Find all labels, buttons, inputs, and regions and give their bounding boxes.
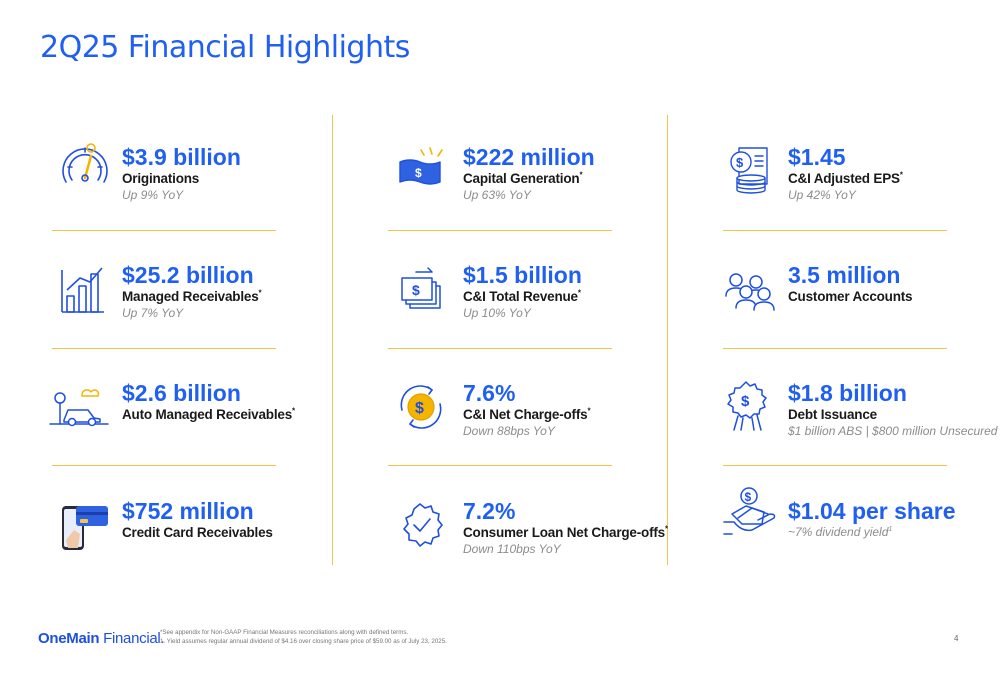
metric-value: $2.6 billion: [122, 380, 241, 406]
metric-change: Up 9% YoY: [122, 188, 184, 202]
metric-value: $1.8 billion: [788, 380, 907, 406]
metric-change: Up 10% YoY: [463, 306, 531, 320]
metric-credit-card-receivables: [122, 498, 422, 541]
speedometer-icon: [58, 140, 112, 194]
row-divider: [388, 465, 612, 466]
metric-ci-adjusted-eps: [788, 144, 1000, 203]
svg-text:$: $: [415, 166, 422, 180]
metric-change: Up 7% YoY: [122, 306, 184, 320]
metric-value: $3.9 billion: [122, 144, 241, 170]
row-divider: [52, 230, 276, 231]
metric-value: $1.45: [788, 144, 846, 170]
footnote-marker: *: [292, 406, 295, 416]
metric-value: $1.04 per share: [788, 498, 956, 524]
metric-label: Auto Managed Receivables: [122, 407, 293, 422]
footnote-marker: *: [577, 288, 581, 298]
metric-label: Customer Accounts: [788, 289, 913, 304]
phone-card-icon: [58, 500, 112, 554]
metric-debt-issuance: [788, 380, 1000, 439]
footnotes: [160, 628, 447, 646]
svg-text:$: $: [741, 393, 750, 410]
metric-auto-managed-receivables: [122, 380, 422, 423]
hand-money-icon: [722, 484, 776, 538]
row-divider: [52, 348, 276, 349]
metric-label: Debt Issuance: [788, 407, 877, 422]
coin-cycle-icon: [396, 380, 450, 434]
metric-label: Originations: [122, 171, 200, 186]
metric-originations: [122, 144, 422, 203]
footnote-marker: 1: [888, 526, 893, 533]
checkmark-badge-icon: [398, 500, 452, 554]
bar-chart-icon: [58, 262, 112, 316]
footnote-marker: *: [664, 524, 668, 534]
dollar-seal-icon: [722, 380, 776, 434]
metric-change: Up 63% YoY: [463, 188, 531, 202]
metric-value: $752 million: [122, 498, 254, 524]
metric-change: $1 billion ABS | $800 million Unsecured: [788, 424, 998, 438]
metric-ci-total-revenue: [463, 262, 763, 321]
footnote-marker: *: [579, 170, 583, 180]
page-number: 4: [954, 634, 959, 643]
metric-value: $222 million: [463, 144, 595, 170]
metric-value: $1.5 billion: [463, 262, 582, 288]
footnote-marker: *: [258, 288, 262, 298]
metric-managed-receivables: [122, 262, 422, 321]
row-divider: [723, 348, 947, 349]
svg-text:$: $: [744, 490, 752, 504]
users-group-icon: [722, 262, 776, 316]
coin-stack-document-icon: [725, 144, 779, 198]
row-divider: [723, 465, 947, 466]
metric-change: Down 110bps YoY: [463, 542, 561, 556]
metric-change: Up 42% YoY: [788, 188, 856, 202]
money-bill-icon: [396, 142, 450, 196]
footnote-marker: *: [587, 406, 591, 416]
row-divider: [723, 230, 947, 231]
svg-text:$: $: [412, 282, 420, 298]
metric-consumer-loan-net-charge-offs: [463, 498, 763, 557]
footnote-yield: 1. Yield assumes regular annual dividend of $4.16 over closing share price of $59.00 as of July 23, 2025.: [160, 638, 447, 645]
metric-label: C&I Total Revenue: [463, 289, 578, 304]
metric-value: 3.5 million: [788, 262, 901, 288]
footnote-non-gaap: *See appendix for Non-GAAP Financial Measures reconciliations along with defined terms.: [160, 629, 409, 636]
car-icon: [50, 384, 104, 438]
metric-label: Capital Generation: [463, 171, 580, 186]
metric-value: $25.2 billion: [122, 262, 254, 288]
metric-change: ~7% dividend yield: [788, 525, 889, 539]
metric-value: 7.6%: [463, 380, 516, 406]
metric-change: Down 88bps YoY: [463, 424, 555, 438]
metric-ci-net-charge-offs: [463, 380, 763, 439]
metric-value: 7.2%: [463, 498, 516, 524]
row-divider: [388, 230, 612, 231]
metric-label: Consumer Loan Net Charge-offs: [463, 525, 665, 540]
metric-label: C&I Net Charge-offs: [463, 407, 588, 422]
page-title: 2Q25 Financial Highlights: [40, 30, 410, 65]
company-logo: OneMain Financial.: [38, 630, 165, 647]
row-divider: [52, 465, 276, 466]
metric-customer-accounts: [788, 262, 1000, 305]
metric-label: Credit Card Receivables: [122, 525, 273, 540]
row-divider: [388, 348, 612, 349]
svg-text:$: $: [415, 400, 424, 417]
metric-label: C&I Adjusted EPS: [788, 171, 900, 186]
metric-capital-generation: [463, 144, 763, 203]
metric-dividend-per-share: [788, 498, 1000, 540]
metric-label: Managed Receivables: [122, 289, 259, 304]
svg-text:$: $: [736, 155, 744, 170]
money-transfer-icon: [396, 262, 450, 316]
footnote-marker: *: [899, 170, 903, 180]
